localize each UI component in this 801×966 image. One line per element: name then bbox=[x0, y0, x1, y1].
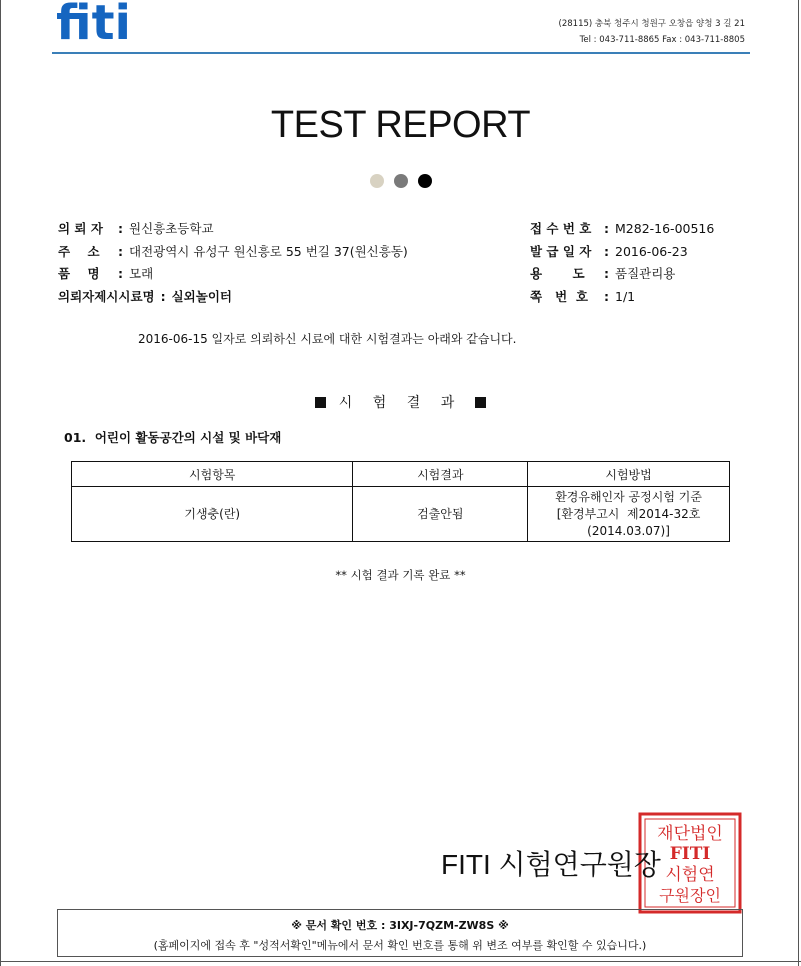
client-info-row: 의뢰자제시시료명 : 실외놀이터 bbox=[58, 286, 408, 309]
method-line: [환경부고시 제2014-32호 bbox=[556, 506, 701, 521]
subsection-title: 01. 어린이 활동공간의 시설 및 바닥재 bbox=[64, 430, 282, 445]
company-address-block bbox=[559, 16, 745, 48]
section-heading bbox=[0, 392, 801, 412]
info-value: 실외놀이터 bbox=[171, 289, 232, 305]
fiti-logo bbox=[56, 0, 186, 44]
report-info-row: 발 급 일 자 : 2016-06-23 bbox=[530, 241, 714, 264]
svg-text:fiti: fiti bbox=[56, 0, 131, 44]
report-info-row: 접 수 번 호 : M282-16-00516 bbox=[530, 218, 714, 241]
info-value: 2016-06-23 bbox=[615, 243, 688, 259]
dot-3 bbox=[418, 174, 432, 188]
verification-box bbox=[57, 909, 743, 957]
client-info-row: 품 명 : 모래 bbox=[58, 263, 408, 286]
client-info-row: 주 소 : 대전광역시 유성구 원신흥로 55 번길 37(원신흥동) bbox=[58, 241, 408, 264]
results-table bbox=[71, 461, 730, 542]
svg-text:시험연: 시험연 bbox=[665, 865, 715, 885]
completion-note: ** 시험 결과 기록 완료 ** bbox=[335, 568, 466, 582]
column-header: 시험결과 bbox=[353, 462, 528, 487]
info-value: 1/1 bbox=[615, 289, 636, 305]
info-label: 발 급 일 자 bbox=[530, 243, 592, 259]
info-label: 품 명 bbox=[58, 266, 100, 282]
method-line: 환경유해인자 공정시험 기준 bbox=[555, 489, 702, 504]
contact-text: Tel : 043-711-8865 Fax : 043-711-8805 bbox=[579, 35, 745, 45]
info-value: 품질관리용 bbox=[615, 266, 676, 282]
test-item-cell: 기생충(란) bbox=[72, 487, 353, 542]
square-bullet-icon bbox=[315, 397, 326, 408]
svg-text:재단법인: 재단법인 bbox=[657, 824, 723, 844]
verification-note: (홈페이지에 접속 후 "성적서확인"메뉴에서 문서 확인 번호를 통해 위 변조 여부를 확인할 수 있습니다.) bbox=[153, 939, 647, 952]
decorative-dots bbox=[370, 174, 432, 188]
dot-2 bbox=[394, 174, 408, 188]
column-header: 시험항목 bbox=[72, 462, 353, 487]
info-label: 쪽 번 호 bbox=[530, 289, 588, 305]
client-info-row: 의 뢰 자 : 원신흥초등학교 bbox=[58, 218, 408, 241]
header-rule bbox=[52, 52, 750, 54]
test-method-cell bbox=[528, 487, 730, 542]
info-value: 대전광역시 유성구 원신흥로 55 번길 37(원신흥동) bbox=[129, 243, 408, 259]
info-label: 용 도 bbox=[530, 266, 585, 282]
section-title: 시 험 결 과 bbox=[338, 395, 463, 411]
table-header-row bbox=[72, 462, 730, 487]
info-label: 주 소 bbox=[58, 243, 100, 259]
info-value: 원신흥초등학교 bbox=[129, 221, 214, 236]
address-text: (28115) 충북 청주시 청원구 오창읍 양청 3 길 21 bbox=[558, 19, 745, 29]
column-header: 시험방법 bbox=[528, 462, 730, 487]
signer-name: FITI 시험연구원장 bbox=[441, 849, 661, 880]
page-border bbox=[0, 961, 801, 962]
verification-number: ※ 문서 확인 번호 : 3IXJ-7QZM-ZW8S ※ bbox=[291, 919, 509, 932]
svg-text:FITI: FITI bbox=[669, 844, 711, 864]
report-info bbox=[530, 218, 714, 309]
info-label: 의뢰자제시시료명 bbox=[58, 289, 155, 305]
report-info-row: 쪽 번 호 : 1/1 bbox=[530, 286, 714, 309]
report-title: TEST REPORT bbox=[270, 104, 531, 146]
method-line: (2014.03.07)] bbox=[587, 523, 670, 538]
svg-text:구원장인: 구원장인 bbox=[659, 886, 721, 905]
test-result-cell: 검출안됨 bbox=[353, 487, 528, 542]
info-value: 모래 bbox=[129, 266, 154, 282]
intro-text: 2016-06-15 일자로 의뢰하신 시료에 대한 시험결과는 아래와 같습니다. bbox=[138, 332, 517, 346]
dot-1 bbox=[370, 174, 384, 188]
client-info bbox=[58, 218, 408, 309]
report-info-row: 용 도 : 품질관리용 bbox=[530, 263, 714, 286]
info-value: M282-16-00516 bbox=[615, 221, 715, 236]
square-bullet-icon bbox=[475, 397, 486, 408]
table-row bbox=[72, 487, 730, 542]
info-label: 접 수 번 호 bbox=[530, 221, 592, 236]
info-label: 의 뢰 자 bbox=[58, 221, 103, 236]
